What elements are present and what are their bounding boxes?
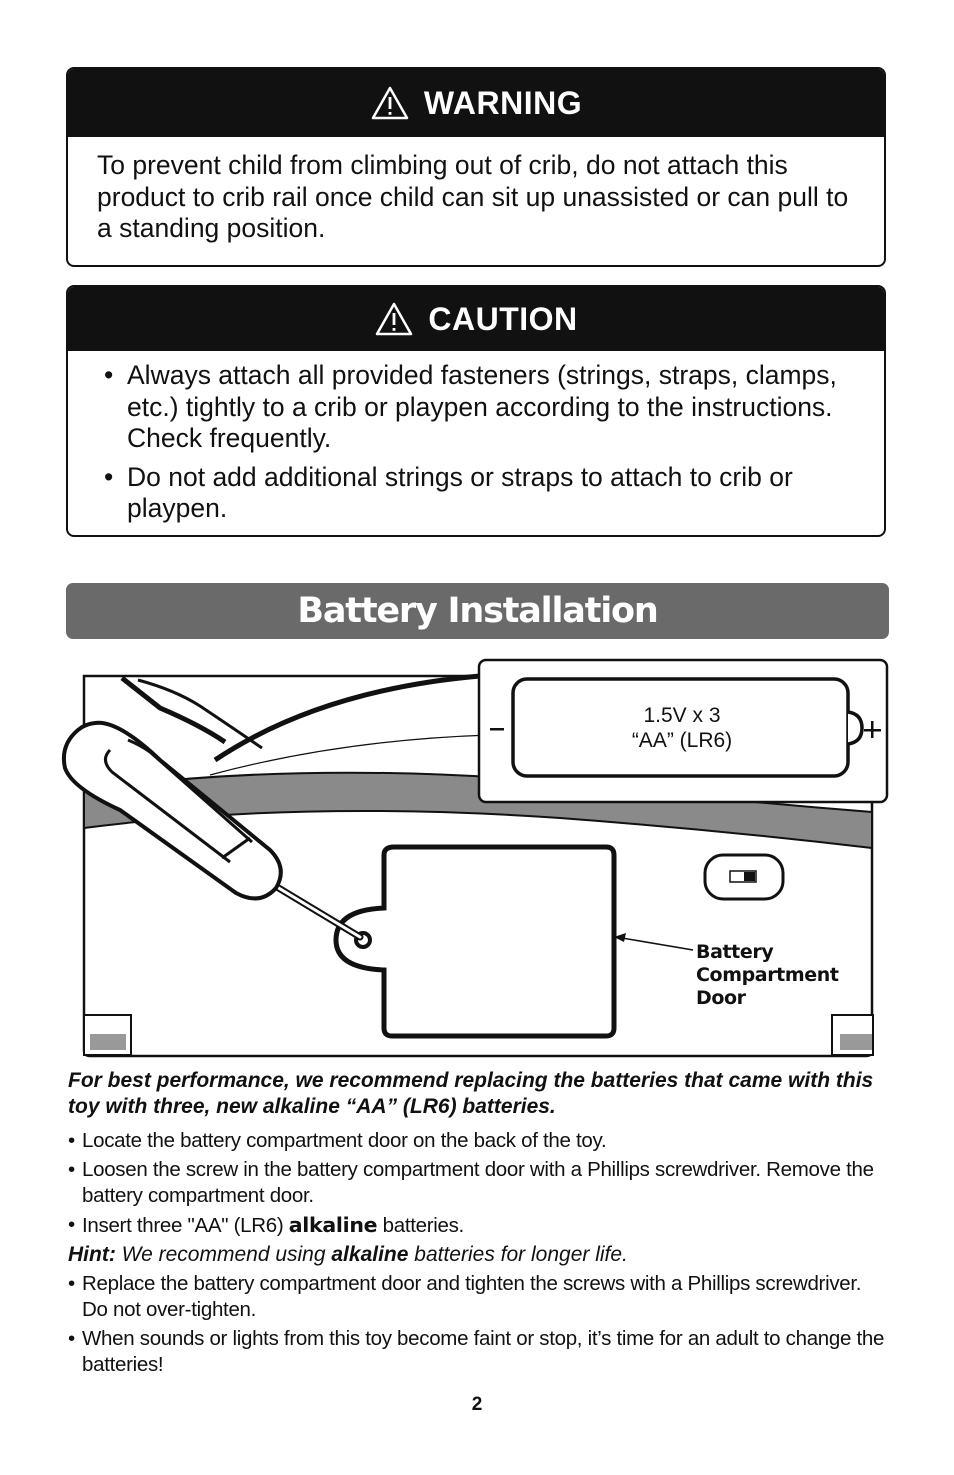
instruction-step: [68, 1212, 888, 1239]
instruction-step: • Replace the battery compartment door and tighten the screws with a Phillips screwdriver. Do not over-tighten.: [68, 1271, 888, 1323]
callout-line1: Battery: [696, 941, 774, 963]
battery-spec-line1: 1.5V x 3: [643, 704, 721, 727]
hint-label: Hint:: [68, 1243, 116, 1266]
instructions-list: [68, 1128, 888, 1239]
minus-sign-icon: [490, 728, 504, 731]
instructions-list-2: [68, 1271, 888, 1378]
step3-bold: alkaline: [288, 1213, 378, 1237]
caution-header: [68, 287, 884, 351]
step3-prefix: Insert three "AA" (LR6): [82, 1214, 289, 1237]
warning-text: To prevent child from climbing out of crib, do not attach this product to crib rail once child can sit up unassisted or can pull to a standing position.: [97, 150, 849, 243]
caution-box: [66, 285, 886, 537]
battery-compartment-door-label: [696, 941, 839, 1010]
warning-header: [68, 69, 884, 137]
step3-suffix: batteries.: [377, 1214, 464, 1237]
hint-suffix: batteries for longer life.: [408, 1243, 628, 1266]
hint-bold: alkaline: [331, 1243, 409, 1266]
warning-triangle-icon: [374, 301, 414, 337]
instructions-lead: For best performance, we recommend replacing the batteries that came with this toy with three, new alkaline “AA” (LR6) batteries.: [68, 1069, 874, 1118]
warning-box: [66, 67, 886, 267]
battery-spec-label: [512, 703, 852, 753]
warning-triangle-icon: [370, 85, 410, 121]
caution-item: • Always attach all provided fasteners (strings, straps, clamps, etc.) tightly to a crib or playpen according to the instructions. Check frequently.: [104, 360, 854, 455]
callout-line2: Compartment: [696, 964, 839, 986]
warning-title: WARNING: [423, 84, 583, 121]
instruction-step: • Loosen the screw in the battery compartment door with a Phillips screwdriver. Remove the battery compartment door.: [68, 1157, 888, 1209]
section-title: Battery Installation: [297, 591, 658, 631]
instruction-step: • When sounds or lights from this toy become faint or stop, it’s time for an adult to change the batteries!: [68, 1326, 888, 1378]
caution-item: • Do not add additional strings or straps to attach to crib or playpen.: [104, 462, 854, 525]
instruction-step: • Locate the battery compartment door on the back of the toy.: [68, 1128, 888, 1154]
caution-title: CAUTION: [428, 300, 578, 337]
battery-spec-line2: “AA” (LR6): [631, 729, 733, 752]
battery-instructions: [68, 1068, 888, 1381]
hint: [68, 1242, 888, 1268]
hint-prefix: We recommend using: [115, 1243, 332, 1266]
battery-installation-banner: [66, 583, 889, 639]
caution-list: [68, 351, 884, 525]
page-number: 2: [471, 1394, 483, 1415]
callout-line3: Door: [696, 987, 746, 1009]
